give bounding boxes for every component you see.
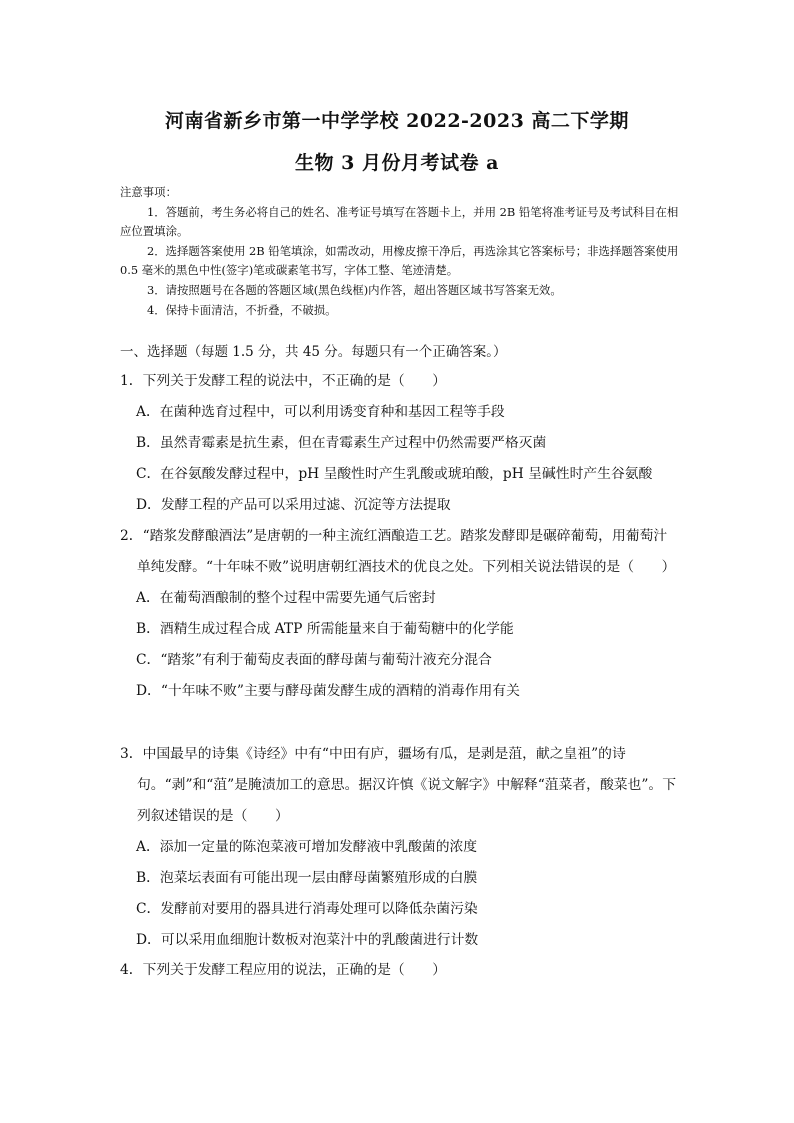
exam-title-line2: 生物 3 月份月考试卷 a: [295, 152, 499, 174]
question-stem: 4．下列关于发酵工程应用的说法，正确的是（ ）: [120, 962, 447, 978]
instruction-item: 2．选择题答案使用 2B 铅笔填涂，如需改动，用橡皮擦干净后，再选涂其它答案标号；非选择题答案使用 0.5 毫米的黑色中性(签字)笔或碳素笔书写，字体工整、笔迹清楚。: [120, 243, 679, 278]
question-stem: 3．中国最早的诗集《诗经》中有“中田有庐，疆场有瓜，是剥是菹，献之皇祖”的诗句。“剥”和“菹”是腌渍加工的意思。据汉许慎《说文解字》中解释“菹菜者，酸菜也”。下列叙述错误的是（ ）: [120, 746, 677, 824]
option-b: B．虽然青霉素是抗生素，但在青霉素生产过程中仍然需要严格灭菌: [136, 435, 547, 451]
instructions-heading: 注意事项：: [120, 185, 177, 199]
option-a: A．在葡萄酒酿制的整个过程中需要先通气后密封: [136, 590, 436, 606]
question-stem: 2．“踏浆发酵酿酒法”是唐朝的一种主流红酒酿造工艺。踏浆发酵即是碾碎葡萄，用葡萄汁单纯发酵。“十年味不败”说明唐朝红酒技术的优良之处。下列相关说法错误的是（ ）: [120, 528, 676, 575]
question-2: [120, 521, 680, 707]
question-3: [120, 739, 680, 956]
exam-title-line1: 河南省新乡市第一中学学校 2022-2023 高二下学期: [165, 110, 629, 132]
option-d: D．可以采用血细胞计数板对泡菜汁中的乳酸菌进行计数: [136, 932, 479, 948]
option-b: B．泡菜坛表面有可能出现一层由酵母菌繁殖形成的白膜: [136, 870, 478, 886]
section-heading: 一、选择题（每题 1.5 分，共 45 分。每题只有一个正确答案。）: [120, 344, 507, 360]
option-a: A．在菌种选育过程中，可以利用诱变育种和基因工程等手段: [136, 404, 505, 420]
instruction-item: 4．保持卡面清洁，不折叠，不破损。: [147, 302, 337, 317]
option-d: D．“十年味不败”主要与酵母菌发酵生成的酒精的消毒作用有关: [136, 683, 520, 699]
instruction-item: 3．请按照题号在各题的答题区域(黑色线框)内作答，超出答题区域书写答案无效。: [147, 282, 562, 297]
instruction-item: 1．答题前，考生务必将自己的姓名、准考证号填写在答题卡上，并用 2B 铅笔将准考证号及考试科目在相应位置填涂。: [120, 204, 679, 239]
question-4: [120, 955, 680, 986]
option-d: D．发酵工程的产品可以采用过滤、沉淀等方法提取: [136, 497, 451, 513]
question-1: [120, 366, 680, 521]
option-c: C．“踏浆”有利于葡萄皮表面的酵母菌与葡萄汁液充分混合: [136, 652, 492, 668]
instructions-block: [120, 183, 680, 320]
option-c: C．在谷氨酸发酵过程中，pH 呈酸性时产生乳酸或琥珀酸，pH 呈碱性时产生谷氨酸: [136, 466, 653, 482]
option-a: A．添加一定量的陈泡菜液可增加发酵液中乳酸菌的浓度: [136, 839, 478, 855]
option-c: C．发酵前对要用的器具进行消毒处理可以降低杂菌污染: [136, 901, 478, 917]
option-b: B．酒精生成过程合成 ATP 所需能量来自于葡萄糖中的化学能: [136, 621, 514, 637]
question-stem: 1．下列关于发酵工程的说法中，不正确的是（ ）: [120, 373, 447, 389]
